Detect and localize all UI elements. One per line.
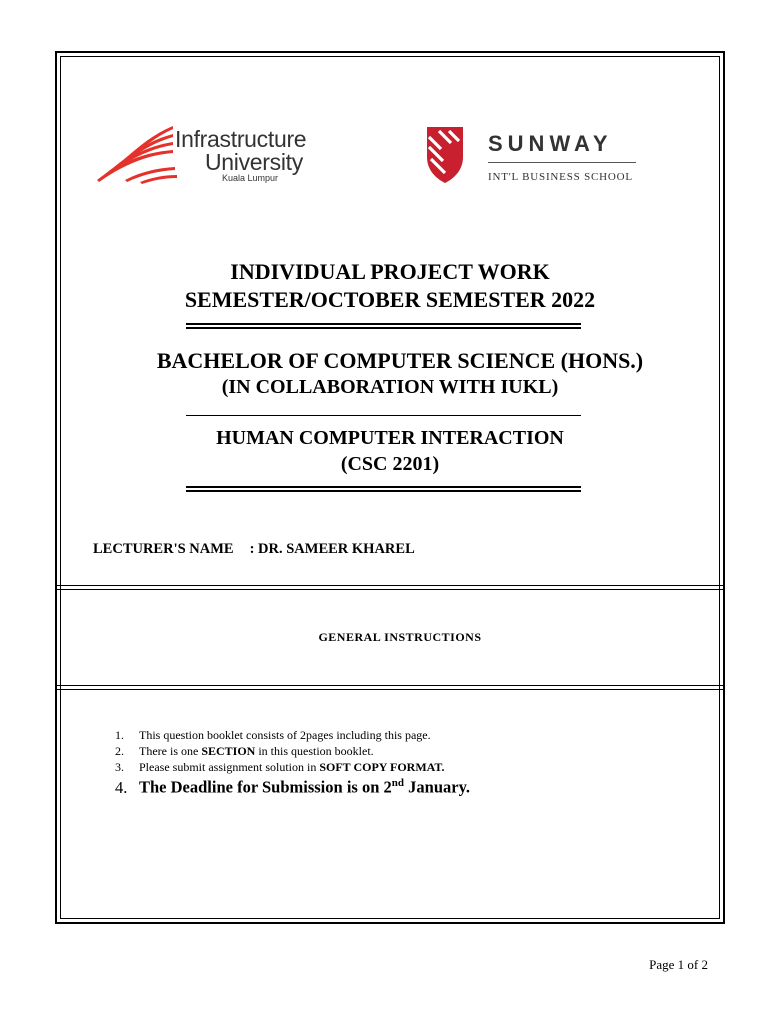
programme-line2: (IN COLLABORATION WITH IUKL) — [221, 376, 559, 398]
instruction-text: in this question booklet. — [255, 744, 374, 758]
iu-logo — [95, 122, 330, 187]
instruction-number: 4. — [115, 777, 128, 797]
instruction-text: This question booklet consists of 2pages including this page. — [139, 728, 431, 742]
instruction-superscript: nd — [391, 777, 405, 789]
instruction-number: 1. — [115, 728, 124, 742]
sunway-name: SUNWAY — [488, 131, 613, 156]
lecturer-line — [93, 541, 415, 558]
instruction-number: 3. — [115, 760, 124, 774]
iu-name-line2: University — [205, 149, 303, 175]
instruction-item-deadline — [115, 777, 470, 798]
course-line2: (CSC 2201) — [340, 453, 440, 475]
instruction-text: The Deadline for Submission is on 2 — [139, 777, 392, 797]
page-number: Page 1 of 2 — [649, 957, 708, 972]
section-divider-2 — [55, 685, 725, 686]
programme-line1: BACHELOR OF COMPUTER SCIENCE (HONS.) — [156, 348, 644, 373]
instruction-item — [115, 728, 431, 743]
double-rule-1-top — [186, 323, 581, 325]
instruction-text: There is one — [139, 744, 202, 758]
lecturer-name: : DR. SAMEER KHAREL — [249, 541, 415, 557]
instruction-number: 2. — [115, 744, 124, 758]
sunway-shield-icon — [425, 125, 465, 185]
general-instructions-title: GENERAL INSTRUCTIONS — [318, 630, 482, 644]
iu-name-line1: Infrastructure — [175, 126, 307, 152]
instruction-text: January. — [404, 777, 471, 797]
heading-line2: SEMESTER/OCTOBER SEMESTER 2022 — [184, 287, 596, 312]
lecturer-label: LECTURER'S NAME — [93, 541, 234, 557]
instruction-text: Please submit assignment solution in — [139, 760, 320, 774]
heading-line1: INDIVIDUAL PROJECT WORK — [230, 259, 550, 284]
instruction-item — [115, 760, 445, 775]
sunway-rule — [488, 162, 636, 163]
sunway-subtitle: INT'L BUSINESS SCHOOL — [488, 171, 633, 183]
double-rule-1-bottom — [186, 327, 581, 329]
section-divider-1 — [55, 585, 725, 586]
iu-name-line3: Kuala Lumpur — [222, 173, 279, 183]
course-line1: HUMAN COMPUTER INTERACTION — [216, 427, 564, 449]
instruction-emphasis: SECTION — [201, 744, 256, 758]
sunway-logo — [425, 125, 640, 187]
instruction-emphasis: SOFT COPY FORMAT. — [319, 760, 445, 774]
section-divider-2b — [55, 689, 725, 690]
section-divider-1b — [55, 589, 725, 590]
double-rule-2-top — [186, 486, 581, 488]
instruction-item — [115, 744, 374, 759]
single-rule — [186, 415, 581, 416]
double-rule-2-bottom — [186, 490, 581, 492]
